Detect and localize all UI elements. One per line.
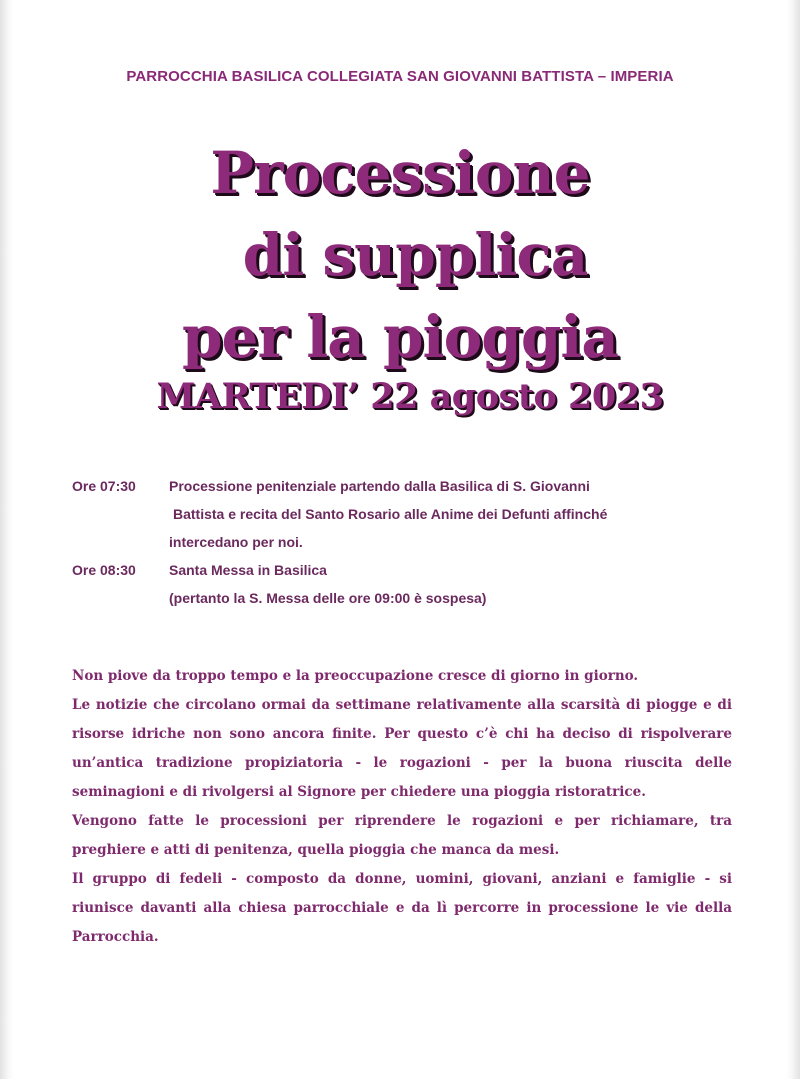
title-line-1: Processione [210,139,590,207]
schedule-time: Ore 08:30 [72,562,136,578]
title-line-3: per la pioggia [181,303,618,371]
schedule-description [169,556,712,612]
schedule [72,472,712,612]
schedule-line: Santa Messa in Basilica [169,562,327,578]
schedule-item [72,472,712,556]
event-date: MARTEDI’ 22 agosto 2023 [156,376,664,417]
body-text [72,662,732,952]
title-line-2: di supplica [242,221,588,289]
schedule-time: Ore 07:30 [72,478,136,494]
schedule-line: Battista e recita del Santo Rosario alle Anime dei Defunti affinché [173,506,608,522]
page-title [0,132,800,378]
schedule-description [169,472,712,556]
body-paragraph: Vengono fatte le processioni per riprendere le rogazioni e per richiamare, tra preghiere e atti di penitenza, quella pioggia che manca da mesi. [72,813,732,858]
schedule-item [72,556,712,612]
body-paragraph: Il gruppo di fedeli - composto da donne, uomini, giovani, anziani e famiglie - si riunisce davanti alla chiesa parrocchiale e da lì percorre in processione le vie della Parrocchia. [72,871,732,945]
schedule-line: Processione penitenziale partendo dalla Basilica di S. Giovanni [169,478,590,494]
body-paragraph: Le notizie che circolano ormai da settimane relativamente alla scarsità di piogge e di risorse idriche non sono ancora finite. Per questo c’è chi ha deciso di rispolverare un’antica tradizione propiziatoria - le rogazioni - per la buona riuscita delle seminagioni e di rivolgersi al Signore per chiedere una pioggia ristoratrice. [72,697,732,800]
schedule-line: (pertanto la S. Messa delle ore 09:00 è sospesa) [169,590,487,606]
parish-header: PARROCCHIA BASILICA COLLEGIATA SAN GIOVANNI BATTISTA – IMPERIA [126,68,674,85]
body-paragraph: Non piove da troppo tempo e la preoccupazione cresce di giorno in giorno. [72,668,639,684]
schedule-line: intercedano per noi. [169,534,303,550]
